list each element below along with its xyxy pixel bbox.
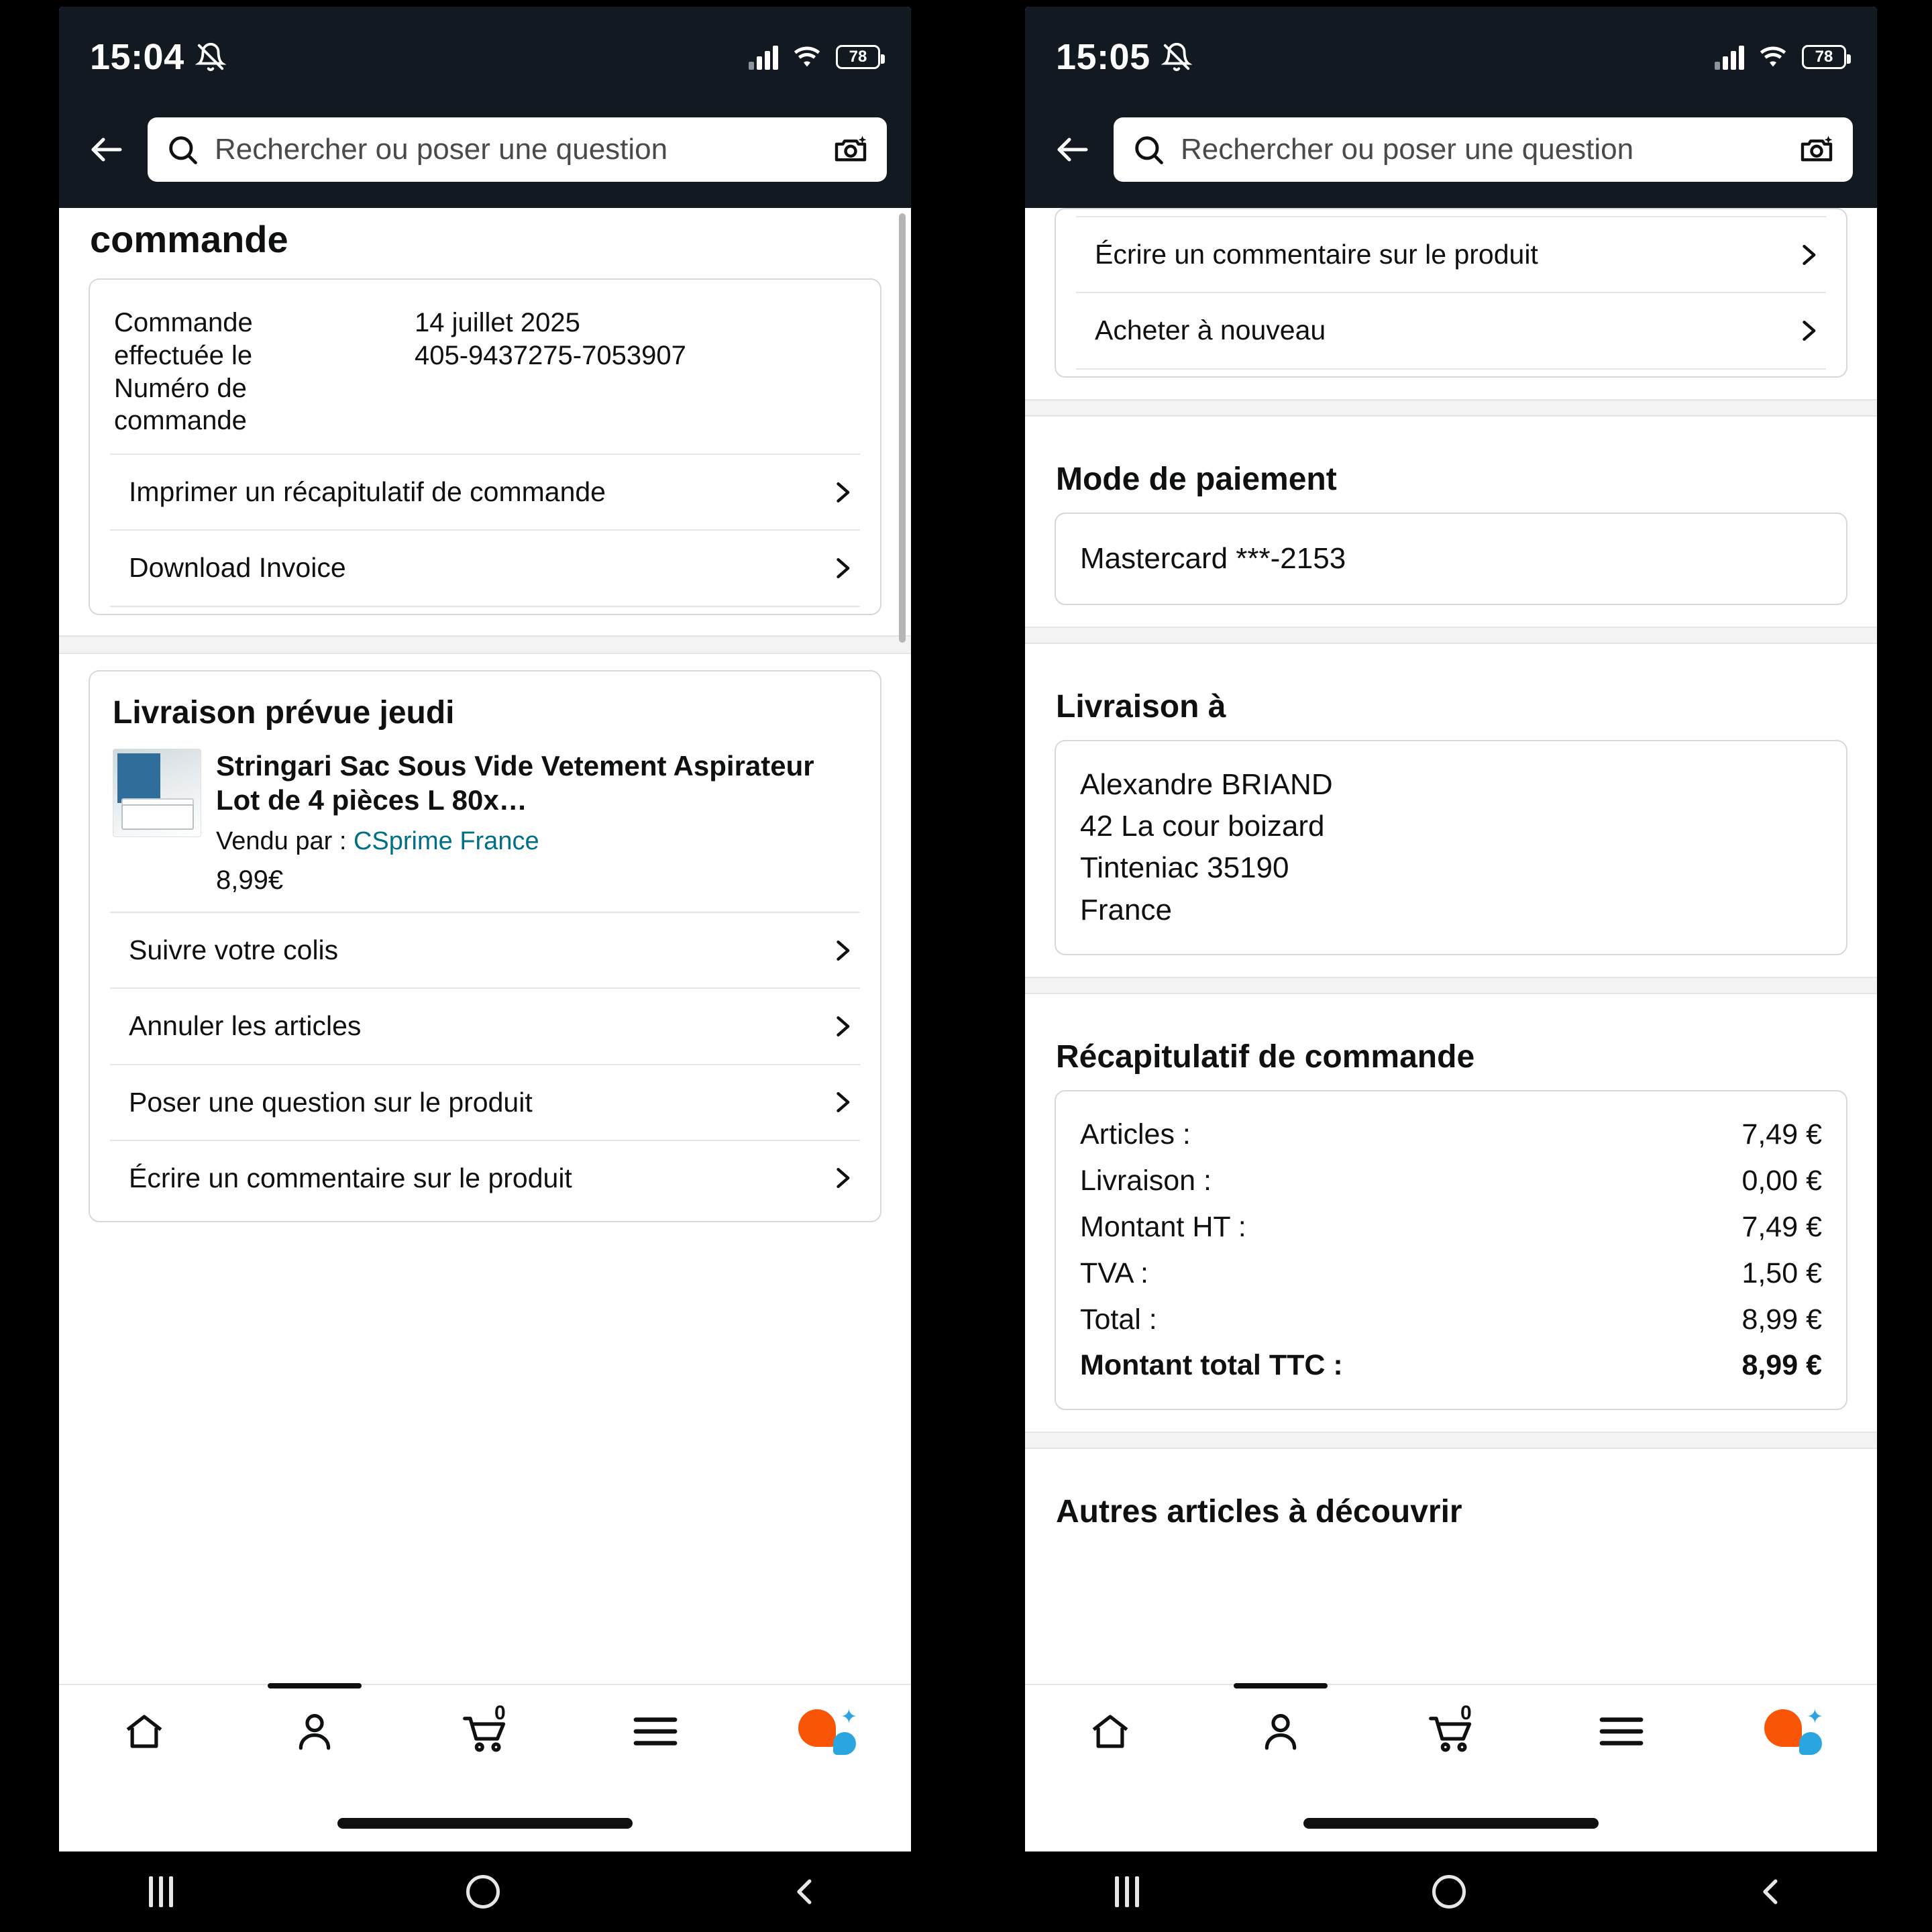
cart-badge-count: 0	[1460, 1702, 1472, 1724]
hamburger-menu-icon	[1598, 1713, 1645, 1750]
back-arrow-icon[interactable]	[1049, 126, 1096, 173]
chevron-right-icon	[826, 478, 857, 507]
home-icon	[1088, 1709, 1132, 1754]
summary-value: 0,00 €	[1741, 1165, 1822, 1197]
status-bar	[1025, 7, 1877, 107]
bottom-navigation[interactable]	[1025, 1684, 1877, 1778]
download-invoice-link[interactable]	[90, 531, 880, 605]
order-meta	[90, 286, 880, 453]
battery-indicator: 78	[836, 45, 880, 69]
section-separator	[59, 635, 911, 654]
right-phone-screenshot	[966, 0, 1932, 1932]
product-price: 8,99€	[216, 865, 284, 895]
wifi-icon	[792, 45, 822, 69]
order-date-label-2: effectuée le	[114, 340, 253, 370]
payment-section-title: Mode de paiement	[1056, 461, 1337, 497]
product-seller	[216, 827, 857, 856]
chevron-right-icon	[826, 936, 857, 965]
camera-lens-icon[interactable]	[832, 131, 869, 168]
summary-row	[1080, 1112, 1822, 1158]
order-details-content[interactable]	[59, 208, 911, 1684]
address-city: Tinteniac 35190	[1080, 851, 1289, 885]
nav-menu-button[interactable]	[595, 1684, 716, 1778]
search-icon	[1131, 132, 1166, 167]
battery-indicator: 78	[1802, 45, 1846, 69]
bell-muted-icon	[1161, 42, 1192, 72]
summary-total-value: 8,99 €	[1741, 1349, 1822, 1382]
home-button-icon[interactable]	[443, 1851, 523, 1932]
write-review-link[interactable]	[1056, 217, 1846, 292]
address-name: Alexandre BRIAND	[1080, 767, 1333, 801]
rufus-assistant-icon: ✦	[796, 1708, 856, 1755]
section-separator	[1025, 399, 1877, 417]
hamburger-menu-icon	[632, 1713, 679, 1750]
summary-row	[1080, 1250, 1822, 1297]
product-title[interactable]: Stringari Sac Sous Vide Vetement Aspirateur Lot de 4 pièces L 80x…	[216, 749, 814, 816]
item-actions-card	[1055, 208, 1847, 378]
cart-badge-count: 0	[494, 1702, 506, 1724]
nav-cart-button[interactable]	[1391, 1684, 1511, 1778]
address-street: 42 La cour boizard	[1080, 809, 1325, 843]
chevron-right-icon	[826, 1087, 857, 1117]
account-icon	[292, 1709, 337, 1754]
summary-value: 1,50 €	[1741, 1256, 1822, 1289]
summary-value: 8,99 €	[1741, 1303, 1822, 1336]
search-icon	[165, 132, 200, 167]
summary-label: Total :	[1080, 1303, 1157, 1336]
signal-icon	[1715, 44, 1744, 70]
signal-icon	[749, 44, 778, 70]
shipping-address-card	[1055, 740, 1847, 956]
recent-apps-icon[interactable]	[121, 1851, 201, 1932]
nav-menu-button[interactable]	[1561, 1684, 1682, 1778]
order-summary-title: Récapitulatif de commande	[1056, 1039, 1475, 1075]
nav-rufus-button[interactable]	[1731, 1684, 1852, 1778]
rufus-assistant-icon: ✦	[1762, 1708, 1822, 1755]
divider	[110, 606, 860, 607]
summary-label: Livraison :	[1080, 1165, 1212, 1197]
write-review-link[interactable]	[90, 1141, 880, 1216]
summary-label: TVA :	[1080, 1256, 1148, 1289]
summary-label: Montant HT :	[1080, 1210, 1246, 1243]
summary-value: 7,49 €	[1741, 1118, 1822, 1151]
cancel-items-link[interactable]	[90, 989, 880, 1063]
home-button-icon[interactable]	[1409, 1851, 1489, 1932]
payment-method-card	[1055, 513, 1847, 605]
nav-active-indicator	[268, 1683, 362, 1688]
track-package-label: Suivre votre colis	[129, 934, 339, 965]
recent-apps-icon[interactable]	[1087, 1851, 1167, 1932]
section-separator	[1025, 977, 1877, 994]
buy-again-link[interactable]	[1056, 293, 1846, 368]
back-button-icon[interactable]	[765, 1851, 845, 1932]
back-arrow-icon[interactable]	[83, 126, 130, 173]
summary-value: 7,49 €	[1741, 1210, 1822, 1243]
home-indicator	[337, 1818, 633, 1829]
search-bar	[1025, 107, 1877, 208]
ask-question-link[interactable]	[90, 1065, 880, 1140]
search-input[interactable]	[148, 117, 887, 182]
buy-again-label: Acheter à nouveau	[1095, 315, 1326, 346]
chevron-right-icon	[826, 553, 857, 583]
summary-row	[1080, 1297, 1822, 1343]
nav-account-button[interactable]	[254, 1684, 375, 1778]
chevron-right-icon	[826, 1012, 857, 1041]
wifi-icon	[1758, 45, 1788, 69]
nav-account-button[interactable]	[1220, 1684, 1341, 1778]
delivery-estimate-title: Livraison prévue jeudi	[113, 694, 455, 731]
track-package-link[interactable]	[90, 913, 880, 987]
order-summary-card	[1055, 1090, 1847, 1410]
section-separator	[1025, 627, 1877, 644]
nav-home-button[interactable]	[1050, 1684, 1171, 1778]
other-items-title: Autres articles à découvrir	[1056, 1494, 1462, 1530]
ask-question-label: Poser une question sur le produit	[129, 1086, 533, 1118]
android-system-nav[interactable]	[966, 1851, 1932, 1932]
order-date-label-1: Commande	[114, 308, 253, 337]
chevron-right-icon	[1792, 240, 1823, 270]
android-system-nav[interactable]	[0, 1851, 966, 1932]
print-order-summary-link[interactable]	[90, 455, 880, 529]
camera-lens-icon[interactable]	[1798, 131, 1835, 168]
home-indicator	[1303, 1818, 1599, 1829]
order-number-value: 405-9437275-7053907	[415, 340, 686, 370]
order-date-value: 14 juillet 2025	[415, 308, 580, 337]
seller-link[interactable]: CSprime France	[353, 827, 539, 855]
search-bar	[59, 107, 911, 208]
back-button-icon[interactable]	[1731, 1851, 1811, 1932]
home-icon	[122, 1709, 166, 1754]
print-order-summary-label: Imprimer un récapitulatif de commande	[129, 476, 606, 508]
nav-cart-button[interactable]	[425, 1684, 545, 1778]
download-invoice-label: Download Invoice	[129, 552, 346, 584]
payment-method-value: Mastercard ***-2153	[1080, 541, 1346, 575]
bottom-navigation[interactable]	[59, 1684, 911, 1778]
write-review-label: Écrire un commentaire sur le produit	[129, 1162, 572, 1193]
page-title: commande	[90, 218, 288, 260]
search-placeholder: Rechercher ou poser une question	[1181, 133, 1634, 166]
nav-rufus-button[interactable]	[765, 1684, 886, 1778]
cancel-items-label: Annuler les articles	[129, 1010, 362, 1042]
write-review-label: Écrire un commentaire sur le produit	[1095, 239, 1538, 270]
status-time: 15:05	[1056, 37, 1150, 77]
bell-muted-icon	[195, 42, 226, 72]
chevron-right-icon	[826, 1163, 857, 1193]
summary-total-label: Montant total TTC :	[1080, 1349, 1343, 1382]
divider	[1076, 368, 1826, 370]
summary-label: Articles :	[1080, 1118, 1191, 1151]
search-placeholder: Rechercher ou poser une question	[215, 133, 668, 166]
address-country: France	[1080, 893, 1172, 926]
order-number-label-1: Numéro de	[114, 373, 247, 403]
product-row[interactable]	[90, 746, 880, 912]
order-number-label-2: commande	[114, 406, 247, 436]
order-meta-labels	[114, 307, 402, 437]
account-icon	[1258, 1709, 1303, 1754]
status-time: 15:04	[90, 37, 184, 77]
order-meta-values	[415, 307, 686, 437]
order-info-card	[89, 278, 881, 615]
product-thumbnail	[113, 749, 201, 837]
summary-total-row	[1080, 1342, 1822, 1389]
summary-row	[1080, 1158, 1822, 1204]
section-separator	[1025, 1432, 1877, 1449]
shipping-section-title: Livraison à	[1056, 688, 1226, 724]
sold-by-label: Vendu par :	[216, 827, 347, 855]
order-details-content[interactable]	[1025, 208, 1877, 1684]
status-bar	[59, 7, 911, 107]
summary-row	[1080, 1204, 1822, 1250]
delivery-card	[89, 670, 881, 1222]
search-input[interactable]	[1114, 117, 1853, 182]
chevron-right-icon	[1792, 316, 1823, 345]
scrollbar[interactable]	[899, 213, 906, 643]
nav-active-indicator	[1234, 1683, 1328, 1688]
nav-home-button[interactable]	[84, 1684, 205, 1778]
